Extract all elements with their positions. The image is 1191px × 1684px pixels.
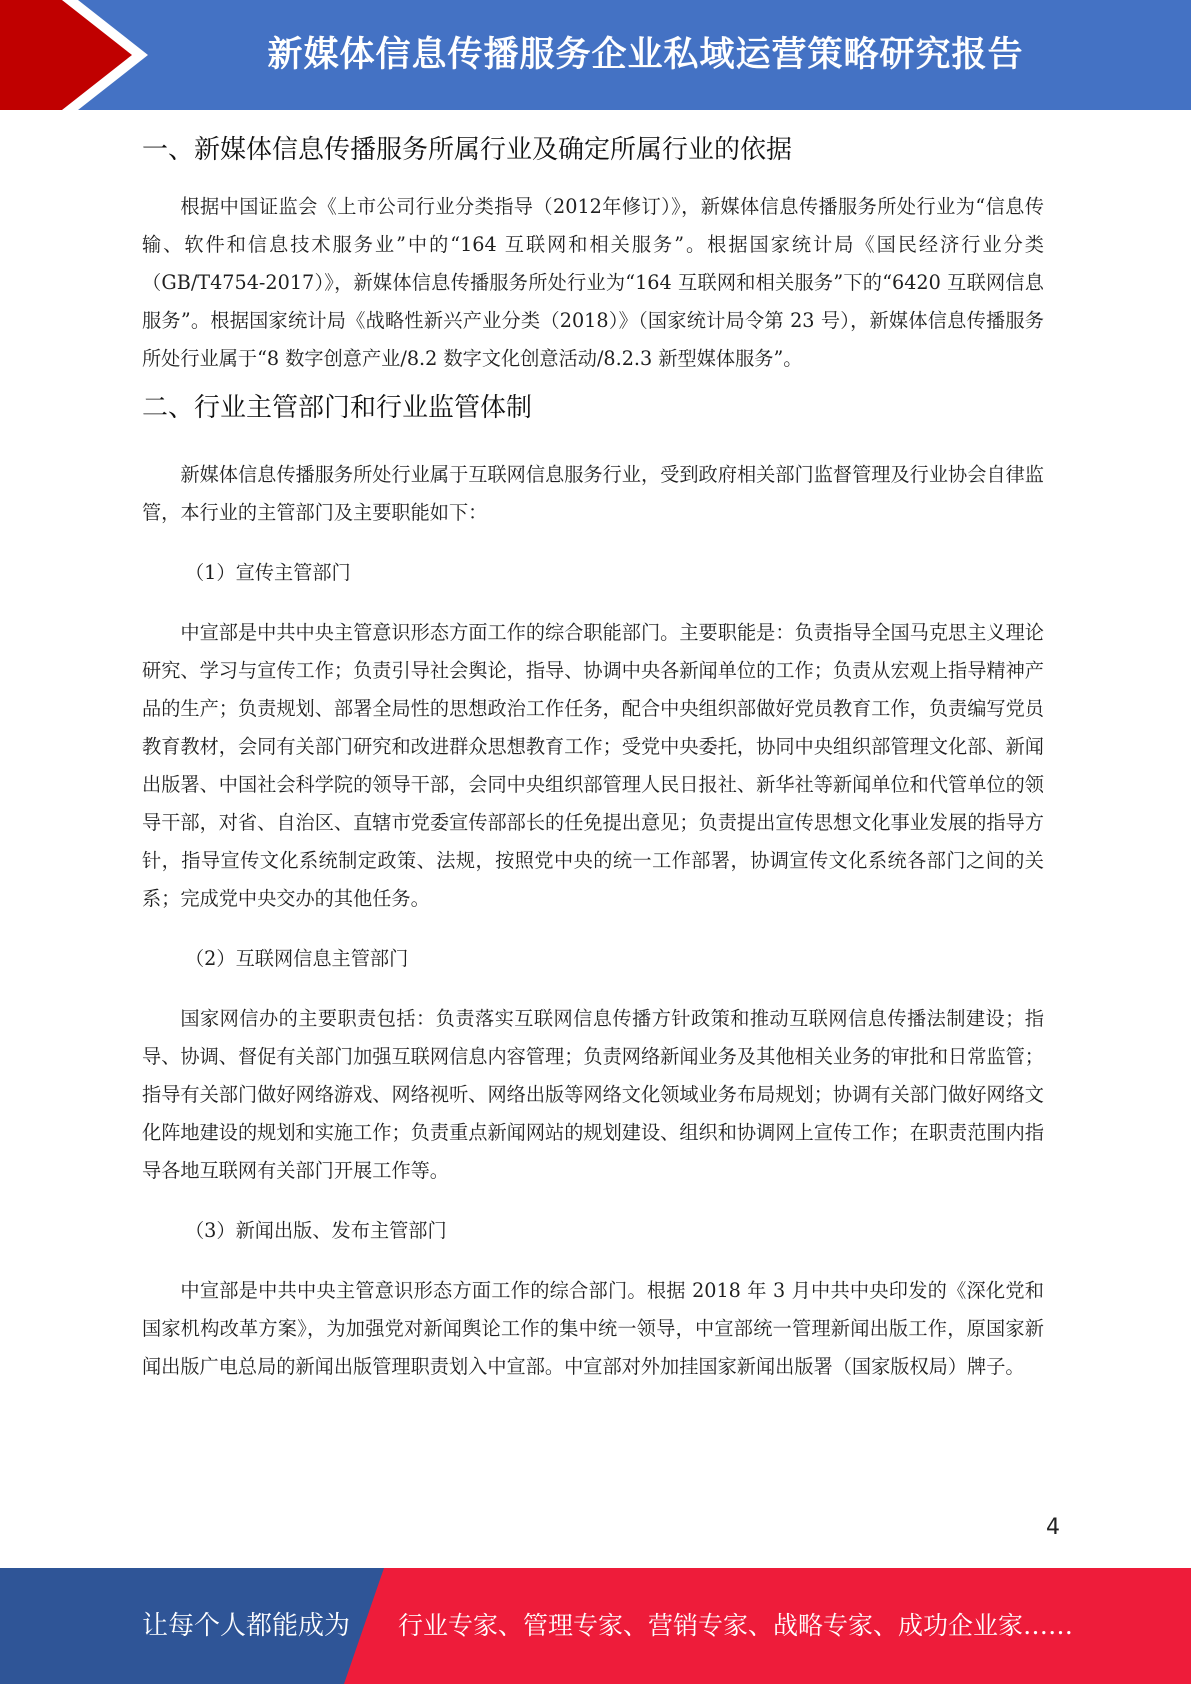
subsection-text-2: 国家网信办的主要职责包括：负责落实互联网信息传播方针政策和推动互联网信息传播法制建设；指导、协调、督促有关部门加强互联网信息内容管理；负责网络新闻业务及其他相关业务的审批和日常监管；指导有关部门做好网络游戏、网络视听、网络出版等网络文化领域业务布局规划；协调有关部门做好网络文化阵地建设的规划和实施工作；负责重点新闻网站的规划建设、组织和协调网上宣传工作；在职责范围内指导各地互联网有关部门开展工作等。 xyxy=(142,1007,1044,1182)
footer-slogan-right: 行业专家、管理专家、营销专家、战略专家、成功企业家…… xyxy=(398,1611,1074,1640)
page-footer xyxy=(0,1568,1191,1684)
section-2-intro: 新媒体信息传播服务所处行业属于互联网信息服务行业，受到政府相关部门监督管理及行业协会自律监管，本行业的主管部门及主要职能如下： xyxy=(142,463,1044,524)
subsection-text-1: 中宣部是中共中央主管意识形态方面工作的综合职能部门。主要职能是：负责指导全国马克思主义理论研究、学习与宣传工作；负责引导社会舆论，指导、协调中央各新闻单位的工作；负责从宏观上指导精神产品的生产；负责规划、部署全局性的思想政治工作任务，配合中央组织部做好党员教育工作，负责编写党员教育教材，会同有关部门研究和改进群众思想教育工作；受党中央委托，协同中央组织部管理文化部、新闻出版署、中国社会科学院的领导干部，会同中央组织部管理人民日报社、新华社等新闻单位和代管单位的领导干部，对省、自治区、直辖市党委宣传部部长的任免提出意见；负责提出宣传思想文化事业发展的指导方针，指导宣传文化系统制定政策、法规，按照党中央的统一工作部署，协调宣传文化系统各部门之间的关系；完成党中央交办的其他任务。 xyxy=(142,621,1044,910)
page-header xyxy=(0,0,1191,110)
section-heading-1: 一、新媒体信息传播服务所属行业及确定所属行业的依据 xyxy=(142,135,793,165)
page-number: 4 xyxy=(1046,1515,1060,1540)
subsection-label-3: （3）新闻出版、发布主管部门 xyxy=(185,1219,447,1242)
document-body xyxy=(142,130,1044,1386)
section-heading-2: 二、行业主管部门和行业监管体制 xyxy=(142,393,533,423)
header-chevron-decoration xyxy=(0,0,160,110)
report-title: 新媒体信息传播服务企业私域运营策略研究报告 xyxy=(267,35,1024,75)
subsection-label-2: （2）互联网信息主管部门 xyxy=(185,947,409,970)
section-1-paragraph: 根据中国证监会《上市公司行业分类指导（2012年修订）》，新媒体信息传播服务所处行业为“信息传输、软件和信息技术服务业”中的“164 互联网和相关服务”。根据国家统计局《国民经济行业分类（GB/T4754-2017）》，新媒体信息传播服务所处行业为“164 互联网和相关服务”下的“6420 互联网信息服务”。根据国家统计局《战略性新兴产业分类（2018）》（国家统计局令第 23 号），新媒体信息传播服务所处行业属于“8 数字创意产业/8.2 数字文化创意活动/8.2.3 新型媒体服务”。 xyxy=(142,195,1044,370)
subsection-label-1: （1）宣传主管部门 xyxy=(185,561,351,584)
footer-slogan-left: 让每个人都能成为 xyxy=(142,1611,351,1641)
subsection-text-3: 中宣部是中共中央主管意识形态方面工作的综合部门。根据 2018 年 3 月中共中央印发的《深化党和国家机构改革方案》，为加强党对新闻舆论工作的集中统一领导，中宣部统一管理新闻出版工作，原国家新闻出版广电总局的新闻出版管理职责划入中宣部。中宣部对外加挂国家新闻出版署（国家版权局）牌子。 xyxy=(142,1279,1044,1378)
